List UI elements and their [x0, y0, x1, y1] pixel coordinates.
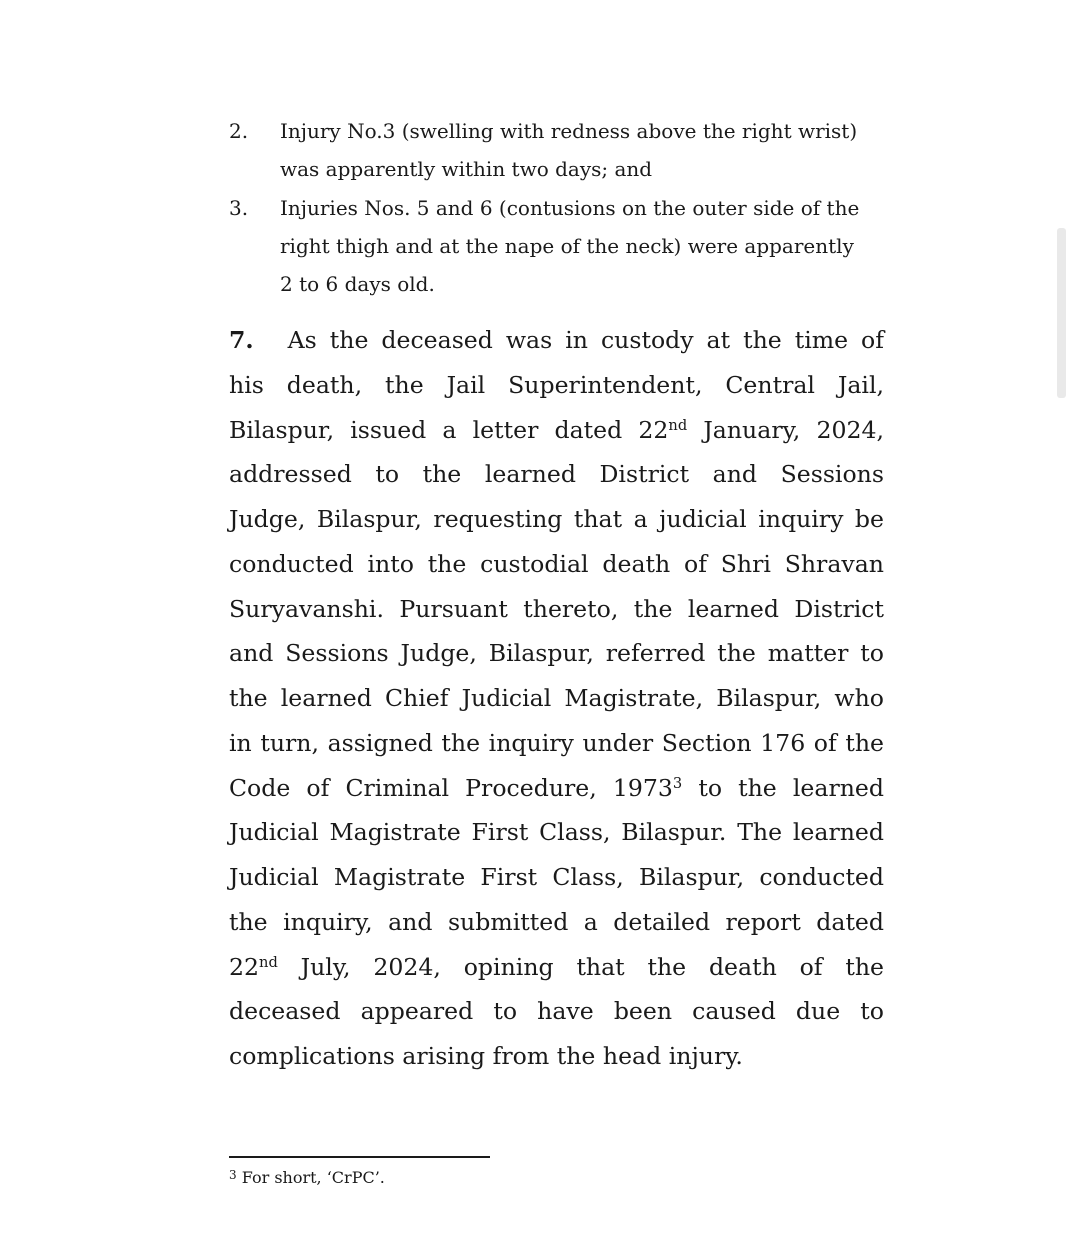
paragraph-line: 7. As the deceased was in custody at the time of	[229, 326, 884, 354]
paragraph-line: 22nd July, 2024, opining that the death of the	[229, 952, 884, 981]
list-item-3	[229, 189, 884, 303]
paragraph-line: and Sessions Judge, Bilaspur, referred the matter to	[229, 639, 884, 668]
paragraph-line: Judicial Magistrate First Class, Bilaspur. The learned	[229, 818, 884, 847]
footnote-marker: 3	[229, 1167, 237, 1182]
footnote	[229, 1166, 385, 1190]
paragraph-line: the inquiry, and submitted a detailed report dated	[229, 907, 884, 936]
superscript: nd	[668, 416, 688, 434]
paragraph-line: complications arising from the head injury.	[229, 1042, 743, 1070]
list-item-number: 2.	[229, 119, 249, 143]
paragraph-line: in turn, assigned the inquiry under Section 176 of the	[229, 728, 884, 757]
footnote-divider	[229, 1156, 490, 1158]
scrollbar[interactable]	[1057, 228, 1066, 398]
paragraph-line: his death, the Jail Superintendent, Central Jail,	[229, 370, 884, 399]
list-item-text	[280, 112, 884, 188]
paragraph-7	[229, 318, 884, 1079]
paragraph-line: Suryavanshi. Pursuant thereto, the learned District	[229, 594, 884, 623]
list-item-text	[280, 189, 884, 303]
paragraph-line: conducted into the custodial death of Shri Shravan	[229, 549, 884, 578]
footnote-reference[interactable]: 3	[672, 774, 683, 792]
footnote-text: For short, ‘CrPC’.	[236, 1168, 385, 1187]
list-item-line: Injuries Nos. 5 and 6 (contusions on the outer side of the	[280, 196, 860, 220]
paragraph-number: 7.	[229, 326, 254, 354]
list-item-line: was apparently within two days; and	[280, 157, 653, 181]
paragraph-line: Code of Criminal Procedure, 1973$^3$ to the learned	[229, 773, 884, 802]
paragraph-line: the learned Chief Judicial Magistrate, Bilaspur, who	[229, 684, 884, 712]
paragraph-line: Judge, Bilaspur, requesting that a judicial inquiry be	[229, 505, 884, 533]
list-item-2	[229, 112, 884, 188]
paragraph-line: Judicial Magistrate First Class, Bilaspur, conducted	[229, 863, 884, 891]
superscript: nd	[259, 953, 278, 971]
paragraph-line: addressed to the learned District and Sessions	[229, 460, 884, 489]
list-item-line: Injury No.3 (swelling with redness above the right wrist)	[280, 119, 858, 143]
list-item-number: 3.	[229, 196, 249, 220]
list-item-line: 2 to 6 days old.	[280, 272, 435, 296]
paragraph-line: Bilaspur, issued a letter dated 22nd January, 2024,	[229, 415, 884, 444]
paragraph-line: deceased appeared to have been caused due to	[229, 997, 884, 1026]
list-item-line: right thigh and at the nape of the neck) were apparently	[280, 234, 854, 258]
